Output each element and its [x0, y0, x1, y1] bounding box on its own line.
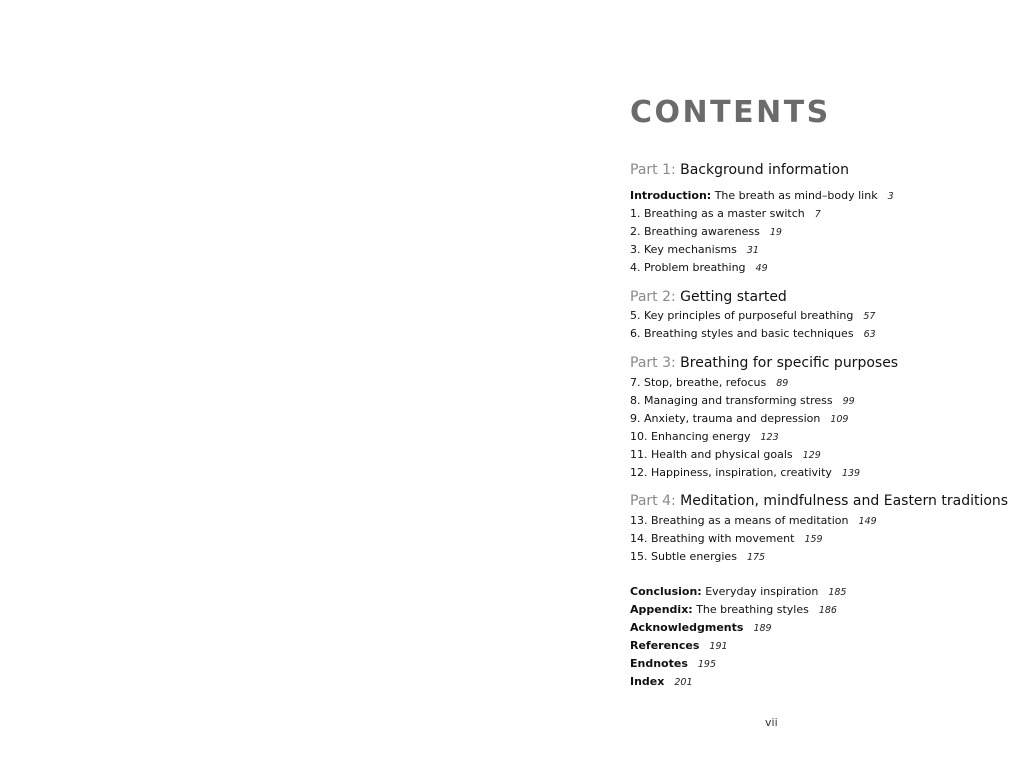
entry-title: 4. Problem breathing	[630, 261, 746, 274]
entry-title: Everyday inspiration	[701, 585, 819, 598]
entry-title: 3. Key mechanisms	[630, 243, 737, 256]
entry-title: 8. Managing and transforming stress	[630, 394, 833, 407]
part-name: Background information	[680, 162, 849, 178]
toc-entry-conclusion[interactable]	[630, 585, 846, 600]
page-number: 123	[760, 432, 779, 443]
entry-title: 5. Key principles of purposeful breathing	[630, 309, 854, 322]
entry-title: 14. Breathing with movement	[630, 532, 795, 545]
toc-entry-references[interactable]	[630, 639, 728, 654]
page-number: 19	[769, 227, 782, 238]
toc-entry-endnotes[interactable]	[630, 657, 716, 672]
toc-entry-index[interactable]	[630, 675, 693, 690]
page-number: 186	[818, 605, 837, 616]
toc-entry-chapter-15[interactable]	[630, 550, 765, 565]
toc-entry-appendix[interactable]	[630, 603, 837, 618]
part-heading-4	[630, 493, 1008, 509]
page-number: 31	[746, 245, 759, 256]
toc-entry-chapter-8[interactable]	[630, 394, 855, 409]
toc-entry-chapter-7[interactable]	[630, 376, 788, 391]
toc-entry-chapter-13[interactable]	[630, 514, 877, 529]
part-heading-2	[630, 289, 787, 305]
part-heading-3	[630, 355, 898, 371]
page-number: 129	[802, 450, 821, 461]
part-name: Getting started	[680, 289, 787, 305]
toc-entry-chapter-12[interactable]	[630, 466, 860, 481]
folio-number: vii	[765, 716, 778, 729]
toc-entry-chapter-4[interactable]	[630, 261, 768, 276]
entry-title: 9. Anxiety, trauma and depression	[630, 412, 821, 425]
page-number: 7	[814, 209, 821, 220]
page-number: 189	[753, 623, 772, 634]
page-title: CONTENTS	[630, 95, 831, 130]
toc-entry-chapter-9[interactable]	[630, 412, 848, 427]
page-number: 185	[828, 587, 847, 598]
page-number: 159	[804, 534, 823, 545]
part-prefix: Part 4:	[630, 493, 676, 509]
entry-title: 6. Breathing styles and basic techniques	[630, 327, 854, 340]
page-number: 49	[755, 263, 768, 274]
toc-entry-chapter-11[interactable]	[630, 448, 821, 463]
page-number: 191	[709, 641, 728, 652]
page-number: 195	[697, 659, 717, 670]
page-number: 63	[863, 329, 876, 340]
entry-label: Introduction:	[630, 189, 712, 202]
page-number: 99	[842, 396, 855, 407]
page-number: 139	[841, 468, 861, 479]
entry-label: Acknowledgments	[630, 621, 744, 634]
entry-title: The breath as mind–body link	[711, 189, 878, 202]
toc-entry-introduction[interactable]	[630, 189, 894, 204]
toc-entry-chapter-5[interactable]	[630, 309, 875, 324]
toc-entry-chapter-10[interactable]	[630, 430, 779, 445]
part-prefix: Part 2:	[630, 289, 676, 305]
toc-entry-acknowledgments[interactable]	[630, 621, 772, 636]
page-number: 149	[858, 516, 877, 527]
page-number: 89	[776, 378, 789, 389]
toc-entry-chapter-3[interactable]	[630, 243, 759, 258]
entry-label: Index	[630, 675, 665, 688]
page-number: 3	[887, 191, 894, 202]
toc-entry-chapter-2[interactable]	[630, 225, 782, 240]
entry-title: 7. Stop, breathe, refocus	[630, 376, 767, 389]
entry-title: 10. Enhancing energy	[630, 430, 751, 443]
part-prefix: Part 1:	[630, 162, 676, 178]
entry-title: 12. Happiness, inspiration, creativity	[630, 466, 832, 479]
entry-title: 11. Health and physical goals	[630, 448, 793, 461]
page-number: 175	[746, 552, 766, 563]
entry-label: Conclusion:	[630, 585, 702, 598]
entry-title: 2. Breathing awareness	[630, 225, 760, 238]
page-number: 109	[830, 414, 849, 425]
toc-entry-chapter-6[interactable]	[630, 327, 876, 342]
part-heading-1	[630, 162, 849, 178]
entry-title: 13. Breathing as a means of meditation	[630, 514, 849, 527]
page-number: 57	[863, 311, 876, 322]
entry-label: Endnotes	[630, 657, 688, 670]
entry-title: The breathing styles	[692, 603, 809, 616]
entry-title: 15. Subtle energies	[630, 550, 737, 563]
part-prefix: Part 3:	[630, 355, 676, 371]
toc-entry-chapter-14[interactable]	[630, 532, 823, 547]
part-name: Breathing for specific purposes	[680, 355, 899, 371]
toc-entry-chapter-1[interactable]	[630, 207, 821, 222]
part-name: Meditation, mindfulness and Eastern traditions	[680, 493, 1009, 509]
entry-title: 1. Breathing as a master switch	[630, 207, 805, 220]
entry-label: References	[630, 639, 700, 652]
entry-label: Appendix:	[630, 603, 693, 616]
page-number: 201	[674, 677, 693, 688]
